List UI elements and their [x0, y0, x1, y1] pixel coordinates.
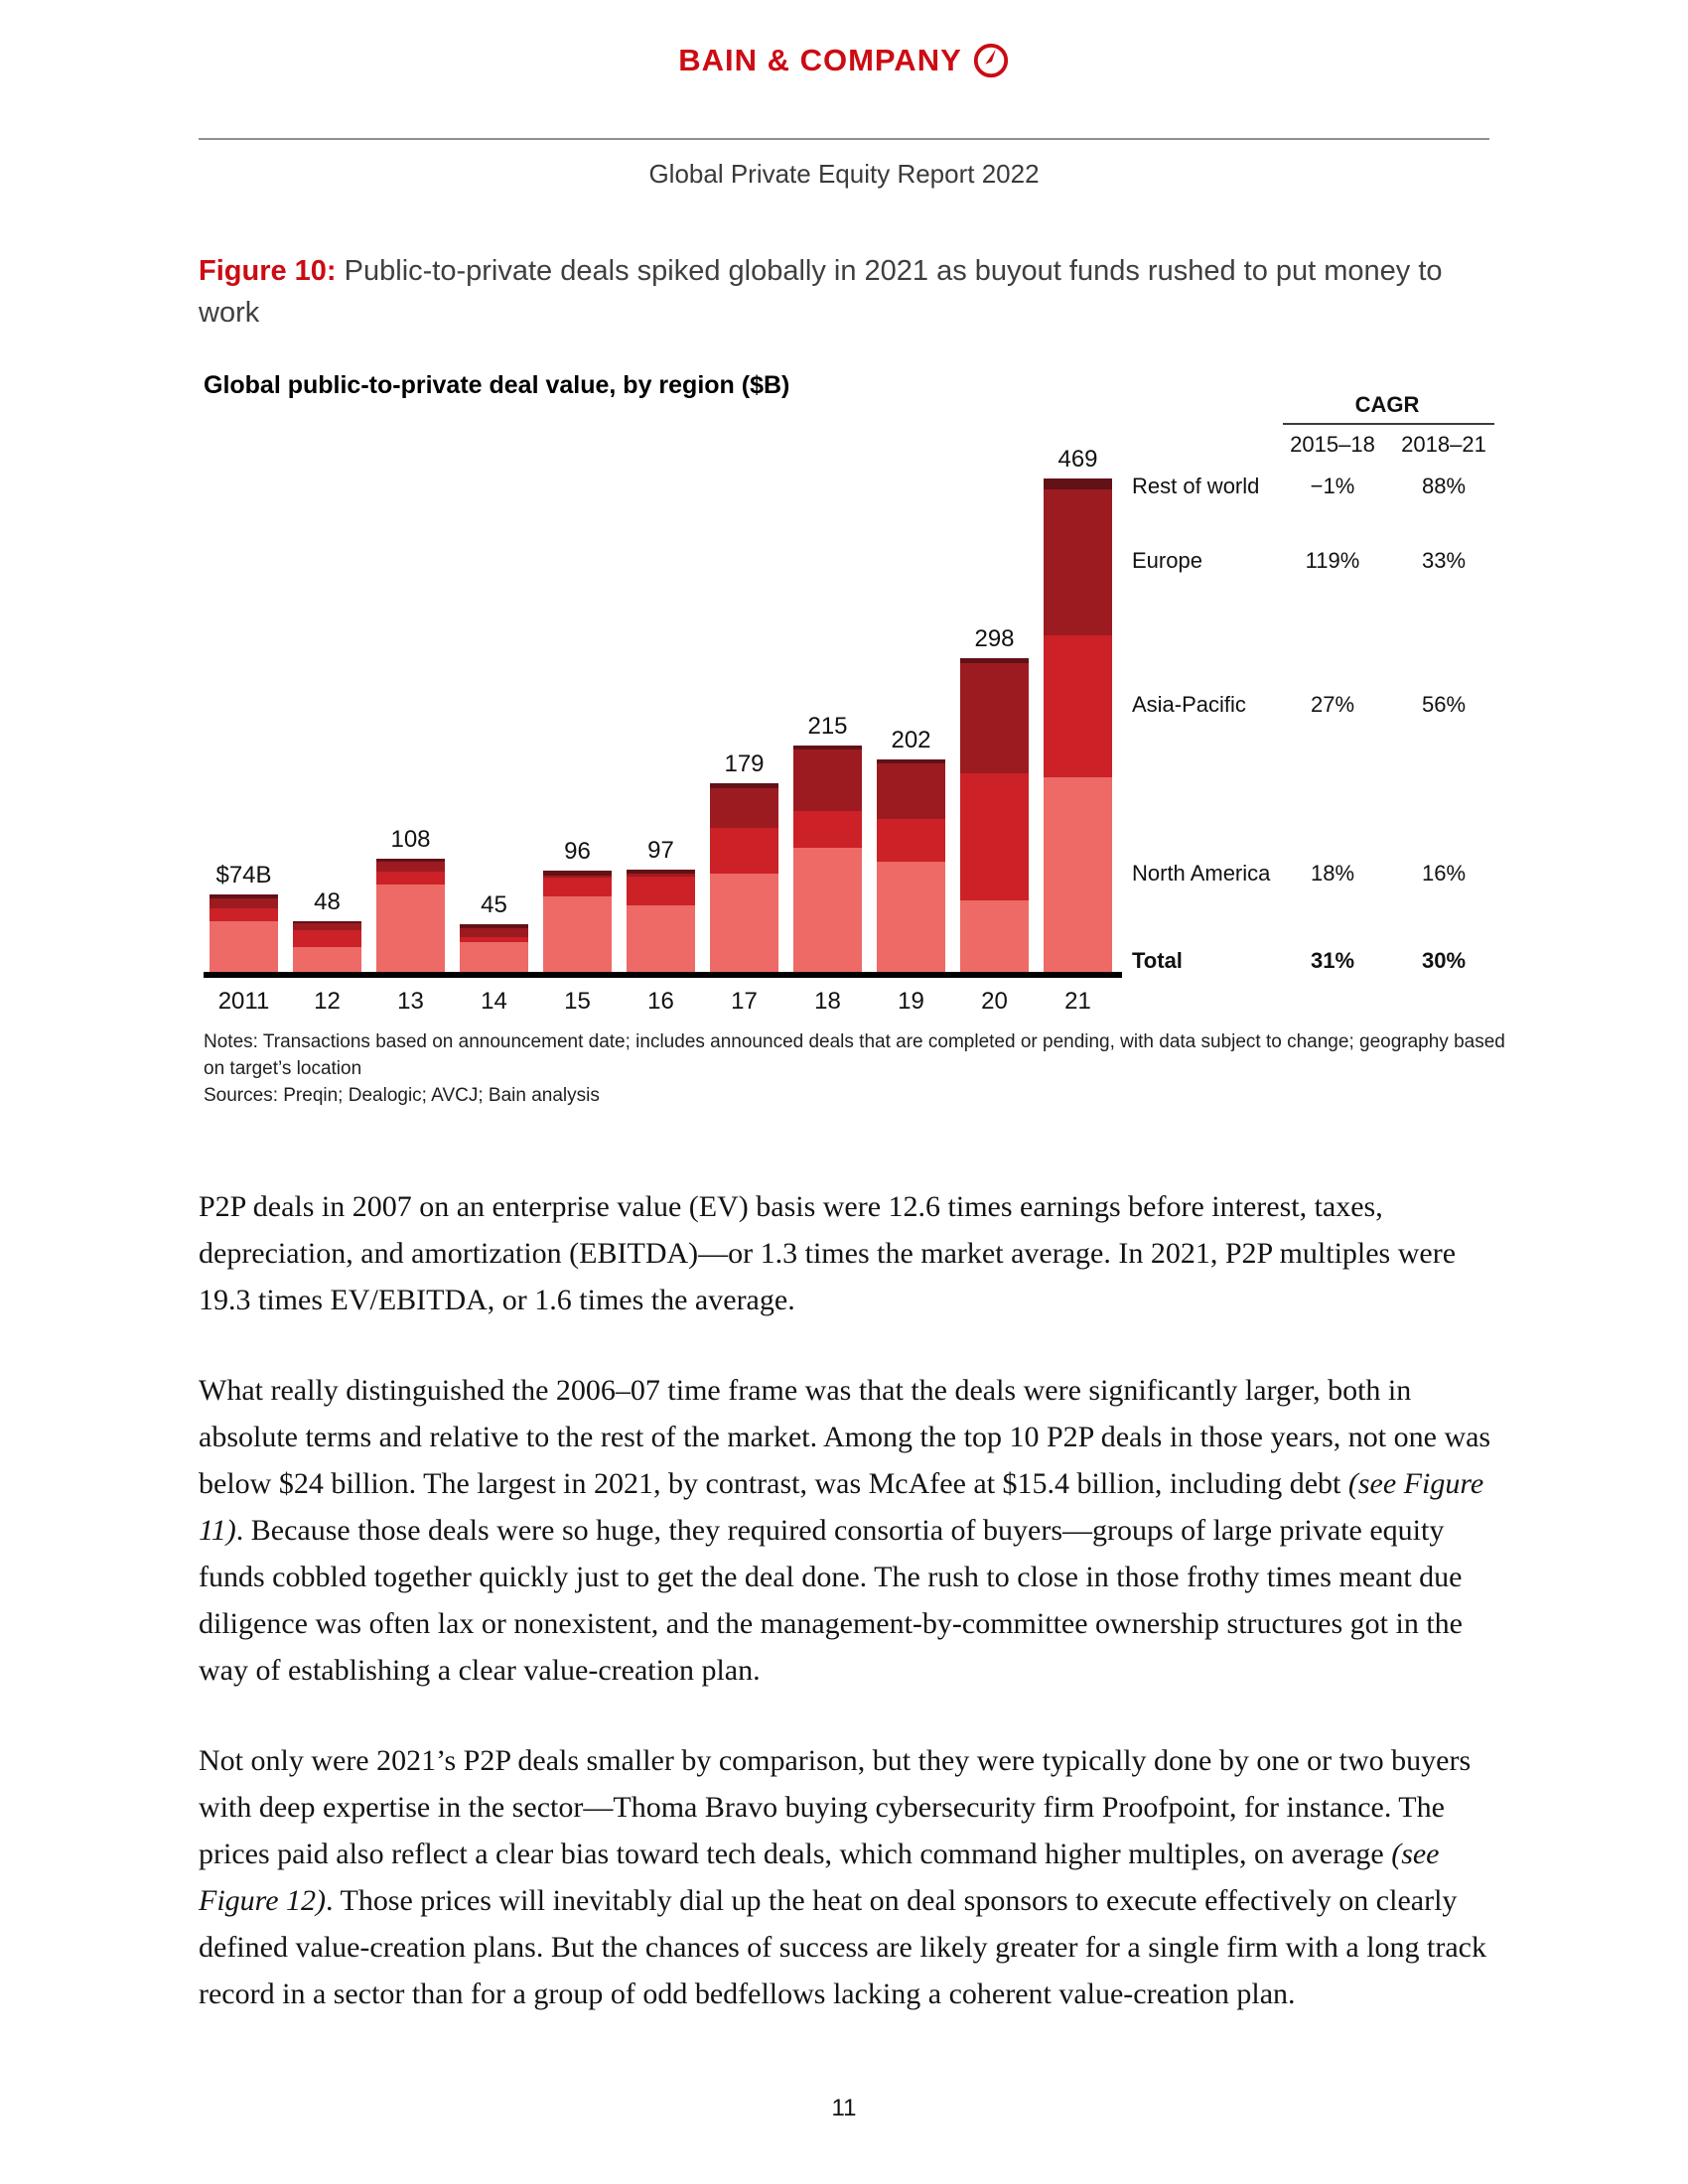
- segment-europe: [793, 750, 862, 811]
- x-axis-label-13: 13: [397, 988, 424, 1015]
- cagr-row-asia-pacific: [1132, 692, 1504, 718]
- cagr-value: 88%: [1421, 474, 1467, 498]
- cagr-value: 31%: [1310, 948, 1355, 973]
- cagr-value: 56%: [1421, 692, 1467, 717]
- segment-europe: [1044, 489, 1112, 635]
- body-text: [199, 1183, 1504, 2061]
- figure-12-reference: (see Figure 12): [199, 1838, 1440, 1917]
- bar-value-label: 215: [807, 713, 848, 741]
- bar-value-label: 298: [974, 625, 1015, 653]
- segment-europe: [877, 763, 945, 819]
- bar-12: [293, 888, 361, 972]
- cagr-row-rest-of-world: [1132, 474, 1504, 499]
- segment-asia-pacific: [960, 773, 1029, 900]
- paragraph-2-text: What really distinguished the 2006–07 time frame was that the deals were significantly larger, both in absolute terms and relative to the rest of the market. Among the top 10 P2P deals in those years, not one was below $24 billion. The largest in 2021, by contrast, was McAfee at $15.4 billion, including debt: [199, 1374, 1491, 1500]
- segment-north-america: [210, 921, 278, 972]
- cagr-underline: [1283, 423, 1494, 425]
- cagr-column-header-2018-21: 2018–21: [1401, 432, 1486, 457]
- legend-label-north-america: North America: [1132, 861, 1271, 886]
- x-axis-label-14: 14: [481, 988, 507, 1015]
- bar-stack: [1044, 478, 1112, 972]
- plot-area: [204, 428, 1122, 972]
- figure-caption: [199, 250, 1460, 334]
- paragraph-1: P2P deals in 2007 on an enterprise value (EV) basis were 12.6 times earnings before interest, taxes, depreciation, and amortization (EBITDA)—or 1.3 times the market average. In 2021, P2P multiples were 19.3 times EV/EBITDA, or 1.6 times the average.: [199, 1190, 1457, 1316]
- bar-stack: [877, 759, 945, 972]
- cagr-value: 119%: [1305, 548, 1360, 573]
- bar-stack: [543, 871, 612, 972]
- bar-value-label: 179: [724, 751, 765, 778]
- segment-north-america: [877, 862, 945, 972]
- bar-value-label: 96: [564, 838, 591, 866]
- bain-logo: [0, 42, 1688, 79]
- legend-label-europe: Europe: [1132, 548, 1202, 573]
- x-axis-labels: [204, 988, 1122, 1016]
- legend-label-asia-pacific: Asia-Pacific: [1132, 692, 1246, 717]
- cagr-row-europe: [1132, 548, 1504, 574]
- chart: [204, 392, 1504, 1047]
- bar-value-label: 45: [481, 891, 507, 919]
- chart-title: Global public-to-private deal value, by region ($B): [204, 371, 790, 399]
- cagr-title: CAGR: [1354, 392, 1420, 417]
- paragraph-2-text: . Because those deals were so huge, they required consortia of buyers—groups of large private equity funds cobbled together quickly just to get the deal done. The rush to close in those frothy times meant due diligence was often lax or nonexistent, and the management-by-committee ownership structures got in the way of establishing a clear value-creation plan.: [199, 1514, 1463, 1687]
- bar-value-label: $74B: [215, 861, 272, 888]
- bar-18: [793, 713, 862, 972]
- bar-17: [710, 751, 778, 972]
- segment-north-america: [543, 896, 612, 972]
- figure-label: Figure 10:: [199, 255, 337, 287]
- cagr-value: −1%: [1310, 474, 1355, 498]
- cagr-value: 30%: [1421, 948, 1467, 973]
- legend-label-rest-of-world: Rest of world: [1132, 474, 1260, 498]
- chart-notes: [204, 1028, 1519, 1109]
- bar-stack: [960, 658, 1029, 972]
- segment-asia-pacific: [627, 877, 695, 906]
- x-axis-label-17: 17: [731, 988, 758, 1015]
- x-axis-label-15: 15: [564, 988, 591, 1015]
- x-axis-label-20: 20: [981, 988, 1008, 1015]
- segment-asia-pacific: [877, 819, 945, 861]
- segment-north-america: [1044, 777, 1112, 972]
- paragraph-2: [199, 1367, 1504, 1694]
- x-axis-label-18: 18: [814, 988, 841, 1015]
- bar-value-label: 48: [314, 888, 341, 916]
- bar-stack: [460, 924, 528, 972]
- segment-north-america: [710, 874, 778, 972]
- segment-north-america: [627, 905, 695, 972]
- bar-value-label: 469: [1057, 445, 1098, 473]
- segment-north-america: [293, 947, 361, 972]
- segment-asia-pacific: [793, 811, 862, 848]
- bar-stack: [710, 783, 778, 972]
- segment-north-america: [793, 848, 862, 972]
- bar-19: [877, 726, 945, 972]
- cagr-value: 16%: [1421, 861, 1467, 886]
- segment-europe: [376, 862, 445, 873]
- segment-europe: [710, 788, 778, 828]
- page-number: 11: [831, 2095, 857, 2121]
- cagr-row-north-america: [1132, 861, 1504, 887]
- cagr-value: 18%: [1310, 861, 1355, 886]
- bar-stack: [793, 746, 862, 972]
- bar-16: [627, 837, 695, 972]
- x-axis-line: [204, 972, 1122, 978]
- bar-stack: [293, 921, 361, 972]
- paragraph-3-text: Not only were 2021’s P2P deals smaller by comparison, but they were typically done by one or two buyers with deep expertise in the sector—Thoma Bravo buying cybersecurity firm Proofpoint, for instance. The prices paid also reflect a clear bias toward tech deals, which command higher multiples, on average: [199, 1744, 1472, 1870]
- segment-asia-pacific: [293, 930, 361, 947]
- segment-rest-of-world: [1044, 478, 1112, 489]
- bain-logo-text: BAIN & COMPANY: [678, 43, 962, 77]
- paragraph-3-text: . Those prices will inevitably dial up the heat on deal sponsors to execute effectively on clearly defined value-creation plans. But the chances of success are likely greater for a single firm with a long track record in a sector than for a group of odd bedfellows lacking a coherent value-creation plan.: [199, 1884, 1486, 2010]
- segment-north-america: [460, 942, 528, 972]
- header-divider: [199, 138, 1489, 140]
- x-axis-label-19: 19: [898, 988, 924, 1015]
- segment-asia-pacific: [376, 872, 445, 885]
- segment-asia-pacific: [543, 878, 612, 896]
- x-axis-label-16: 16: [647, 988, 674, 1015]
- bar-value-label: 108: [390, 825, 431, 853]
- cagr-value: 27%: [1310, 692, 1355, 717]
- cagr-value: 33%: [1421, 548, 1467, 573]
- bar-15: [543, 838, 612, 972]
- figure-caption-text: Public-to-private deals spiked globally in 2021 as buyout funds rushed to put money to work: [199, 255, 1443, 329]
- x-axis-label-2011: 2011: [217, 988, 270, 1015]
- bar-value-label: 97: [647, 837, 674, 865]
- legend-label-total: Total: [1132, 948, 1183, 973]
- sources-text: Sources: Preqin; Dealogic; AVCJ; Bain analysis: [204, 1085, 600, 1106]
- segment-north-america: [960, 900, 1029, 972]
- cagr-row-total: [1132, 948, 1504, 974]
- bar-stack: [627, 870, 695, 972]
- cagr-column-header-2015-18: 2015–18: [1290, 432, 1375, 457]
- report-title: Global Private Equity Report 2022: [648, 159, 1040, 189]
- bar-14: [460, 891, 528, 972]
- segment-europe: [460, 928, 528, 938]
- segment-asia-pacific: [1044, 635, 1112, 777]
- bain-compass-icon: [972, 42, 1010, 79]
- bar-20: [960, 625, 1029, 972]
- paragraph-3: [199, 1737, 1504, 2017]
- segment-asia-pacific: [710, 828, 778, 875]
- bar-21: [1044, 445, 1112, 972]
- figure-11-reference: (see Figure 11): [199, 1467, 1484, 1547]
- x-axis-label-12: 12: [314, 988, 341, 1015]
- segment-europe: [960, 663, 1029, 772]
- bar-value-label: 202: [891, 726, 931, 753]
- x-axis-label-21: 21: [1064, 988, 1091, 1015]
- notes-text: Notes: Transactions based on announcement date; includes announced deals that are completed or pending, with data subject to change; geography based on target’s location: [204, 1031, 1505, 1079]
